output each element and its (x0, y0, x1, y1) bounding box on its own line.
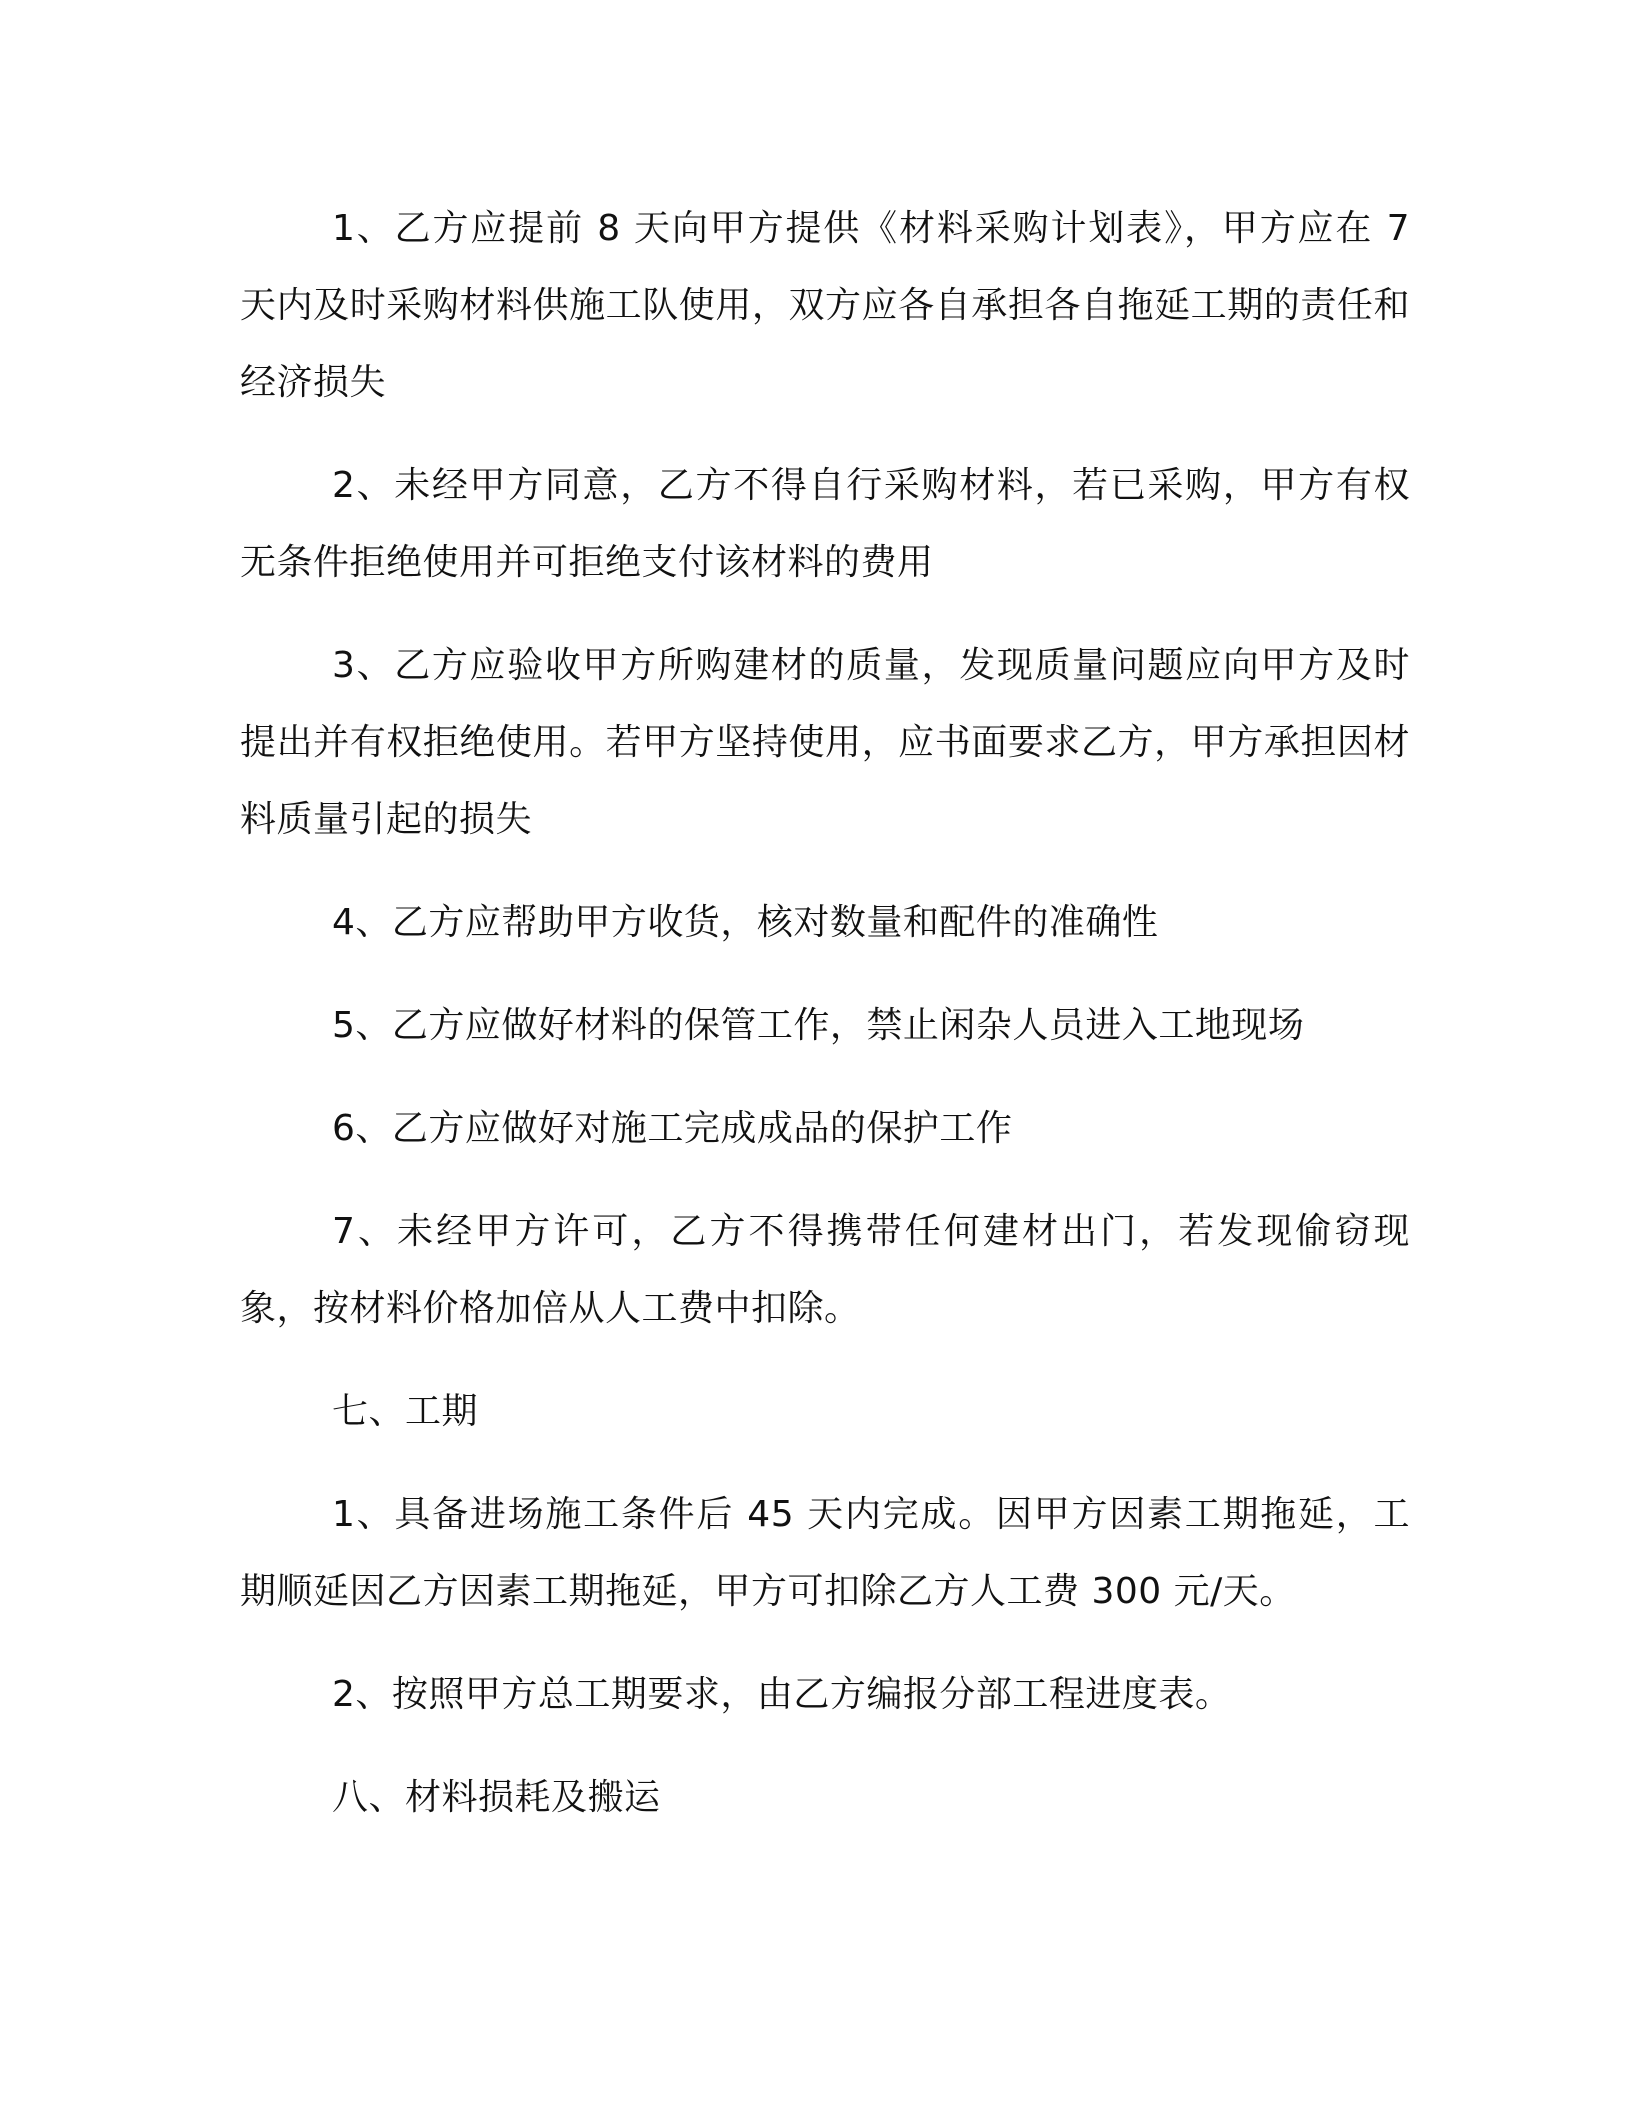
paragraph-progress-table: 2、按照甲方总工期要求，由乙方编报分部工程进度表。 (332, 1674, 1232, 1715)
paragraph-protection: 6、乙方应做好对施工完成成品的保护工作 (332, 1108, 1013, 1149)
section-heading-schedule: 七、工期 (332, 1391, 479, 1432)
paragraph-no-self-purchase: 2、未经甲方同意，乙方不得自行采购材料，若已采购，甲方有权无条件拒绝使用并可拒绝支付该材料的费用 (240, 465, 1410, 583)
paragraph-no-removal: 7、未经甲方许可，乙方不得携带任何建材出门，若发现偷窃现象，按材料价格加倍从人工费中扣除。 (240, 1211, 1410, 1329)
section-heading-material-loss: 八、材料损耗及搬运 (332, 1777, 661, 1818)
document-body (240, 190, 1410, 1862)
paragraph-duration: 1、具备进场施工条件后 45 天内完成。因甲方因素工期拖延，工期顺延因乙方因素工期拖延，甲方可扣除乙方人工费 300 元/天。 (240, 1494, 1410, 1612)
paragraph-storage: 5、乙方应做好材料的保管工作，禁止闲杂人员进入工地现场 (332, 1005, 1305, 1046)
paragraph-material-plan: 1、乙方应提前 8 天向甲方提供《材料采购计划表》，甲方应在 7 天内及时采购材料供施工队使用，双方应各自承担各自拖延工期的责任和经济损失 (240, 208, 1410, 403)
paragraph-receiving: 4、乙方应帮助甲方收货，核对数量和配件的准确性 (332, 902, 1159, 943)
paragraph-quality-inspection: 3、乙方应验收甲方所购建材的质量，发现质量问题应向甲方及时提出并有权拒绝使用。若甲方坚持使用，应书面要求乙方，甲方承担因材料质量引起的损失 (240, 645, 1410, 840)
